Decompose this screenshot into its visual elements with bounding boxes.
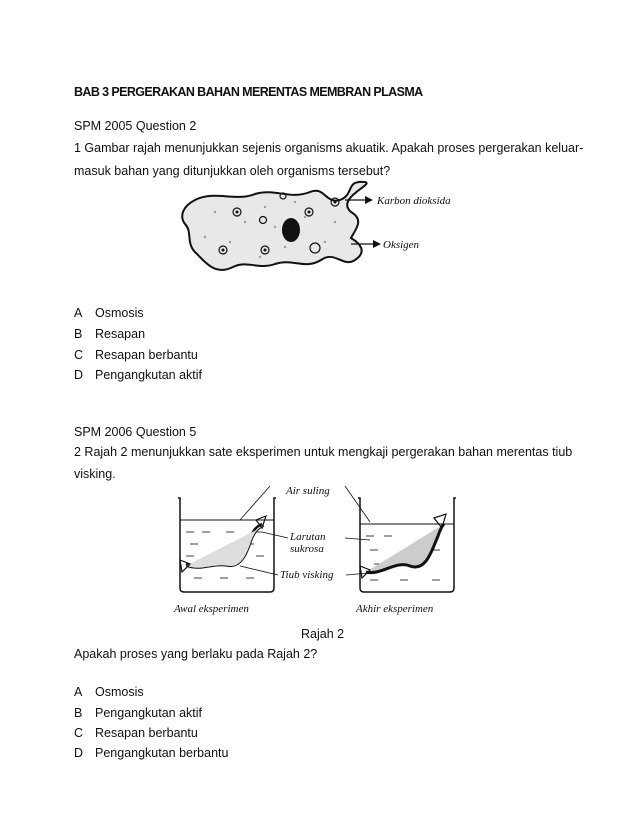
q2-text-line2: visking. [74, 467, 116, 481]
label-end: Akhir eksperimen [356, 603, 434, 615]
label-sucrose-2: sukrosa [290, 543, 324, 555]
amoeba-body [182, 182, 366, 270]
label-start: Awal eksperimen [174, 603, 249, 615]
q1-text-line2: masuk bahan yang ditunjukkan oleh organisms tersebut? [74, 164, 391, 178]
q2-question: Apakah proses yang berlaku pada Rajah 2? [74, 647, 318, 661]
beaker-start [178, 498, 276, 592]
visking-experiment-figure [170, 480, 470, 618]
amoeba-figure [175, 172, 455, 282]
q2-source: SPM 2006 Question 5 [74, 425, 197, 439]
beaker-end [358, 498, 456, 592]
label-o2: Oksigen [383, 239, 420, 251]
page-heading: BAB 3 PERGERAKAN BAHAN MERENTAS MEMBRAN PLASMA [74, 85, 423, 99]
q2-text-line1: 2 Rajah 2 menunjukkan sate eksperimen untuk mengkaji pergerakan bahan merentas tiub [74, 445, 573, 459]
q1-source: SPM 2005 Question 2 [74, 119, 197, 133]
label-co2: Karbon dioksida [377, 195, 451, 207]
q1-text-line1: 1 Gambar rajah menunjukkan sejenis organisms akuatik. Apakah proses pergerakan keluar- [74, 141, 584, 155]
label-tube: Tiub visking [280, 569, 334, 581]
nucleus [282, 218, 300, 242]
label-water: Air suling [286, 485, 330, 497]
label-sucrose-1: Larutan [290, 531, 326, 543]
q2-caption: Rajah 2 [301, 627, 345, 641]
